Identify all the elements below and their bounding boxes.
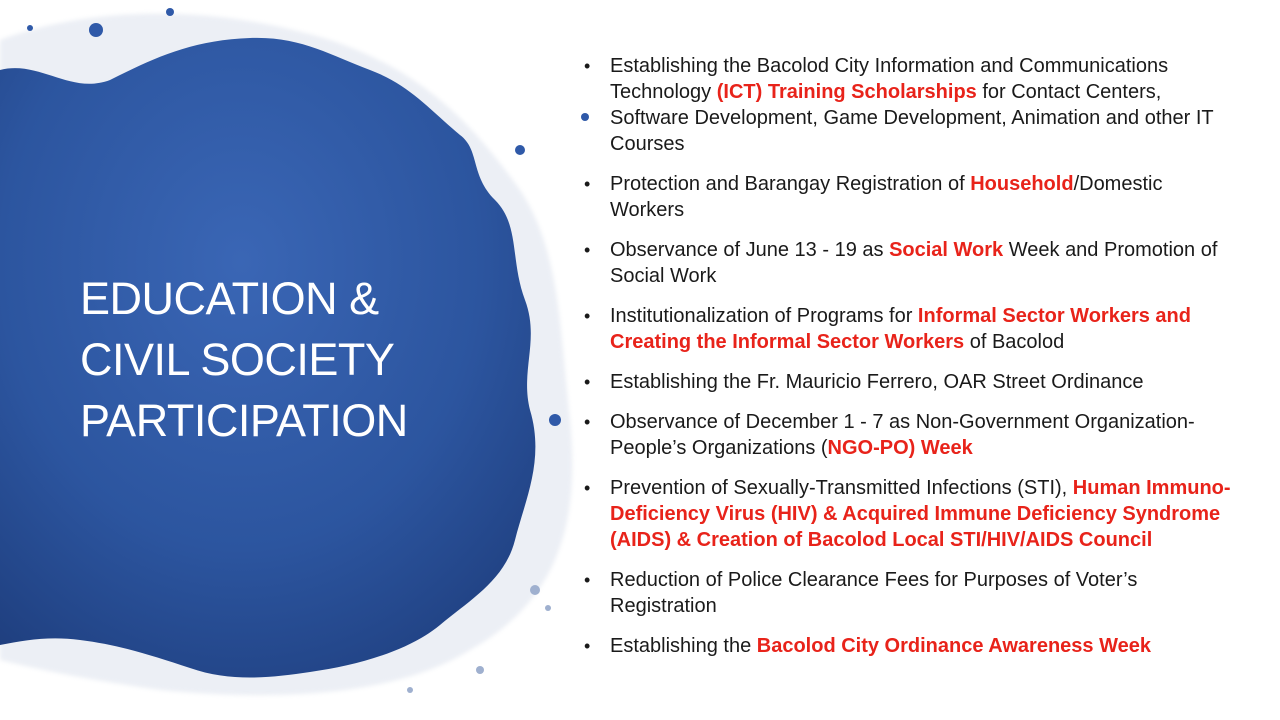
bullet-highlight: Bacolod City Ordinance Awareness Week [756, 635, 1151, 657]
bullet-highlight: NGO-PO) Week [827, 437, 973, 459]
bullet-item [582, 409, 1242, 461]
bullet-highlight: Informal Sector Workers and Creating the Informal Sector Workers [610, 305, 1191, 353]
bullet-item [582, 303, 1242, 355]
splatter-dot [545, 605, 551, 611]
splatter-dot [166, 8, 174, 16]
bullet-item [582, 475, 1242, 553]
bullet-text: Prevention of Sexually-Transmitted Infections (STI), [610, 477, 1073, 499]
bullet-highlight: (ICT) Training Scholarships [716, 81, 977, 103]
splatter-dot [530, 585, 540, 595]
bullet-text: /Domestic Workers [610, 173, 1163, 221]
splatter-dot [89, 23, 103, 37]
bullet-highlight: Household [970, 173, 1074, 195]
bullet-text: Observance of June 13 - 19 as [610, 239, 890, 261]
slide-title [80, 268, 480, 451]
title-line: EDUCATION & [80, 273, 379, 324]
bullet-item [582, 369, 1242, 395]
bullet-item [582, 237, 1242, 289]
bullet-highlight: Social Work [889, 239, 1004, 261]
bullet-text: for Contact Centers, Software Development, Game Development, Animation and other IT Courses [610, 81, 1214, 155]
splatter-dot [27, 25, 33, 31]
bullet-text: Observance of December 1 - 7 as Non-Government Organization-People’s Organizations ( [610, 411, 1195, 459]
bullet-highlight: Human Immuno-Deficiency Virus (HIV) & Acquired Immune Deficiency Syndrome (AIDS) & Creation of Bacolod Local STI/HIV/AIDS Council [610, 477, 1231, 551]
bullet-text: Week and Promotion of Social Work [610, 239, 1218, 287]
splatter-dot [515, 145, 525, 155]
bullet-text: Establishing the Bacolod City Information and Communications Technology [610, 55, 1169, 103]
bullet-item [582, 171, 1242, 223]
bullet-text: Institutionalization of Programs for [610, 305, 918, 327]
splatter-dot [476, 666, 484, 674]
bullet-text: Establishing the Fr. Mauricio Ferrero, OAR Street Ordinance [610, 371, 1144, 393]
bullet-text: Reduction of Police Clearance Fees for Purposes of Voter’s Registration [610, 569, 1138, 617]
title-line: PARTICIPATION [80, 395, 408, 446]
bullet-item [582, 53, 1242, 157]
bullet-text: of Bacolod [964, 331, 1065, 353]
splatter-dot [407, 687, 413, 693]
splatter-dot [549, 414, 561, 426]
bullet-item [582, 567, 1242, 619]
title-line: CIVIL SOCIETY [80, 334, 395, 385]
bullet-list [582, 53, 1242, 673]
bullet-text: Establishing the [610, 635, 757, 657]
bullet-text: Protection and Barangay Registration of [610, 173, 971, 195]
bullet-item [582, 633, 1242, 659]
